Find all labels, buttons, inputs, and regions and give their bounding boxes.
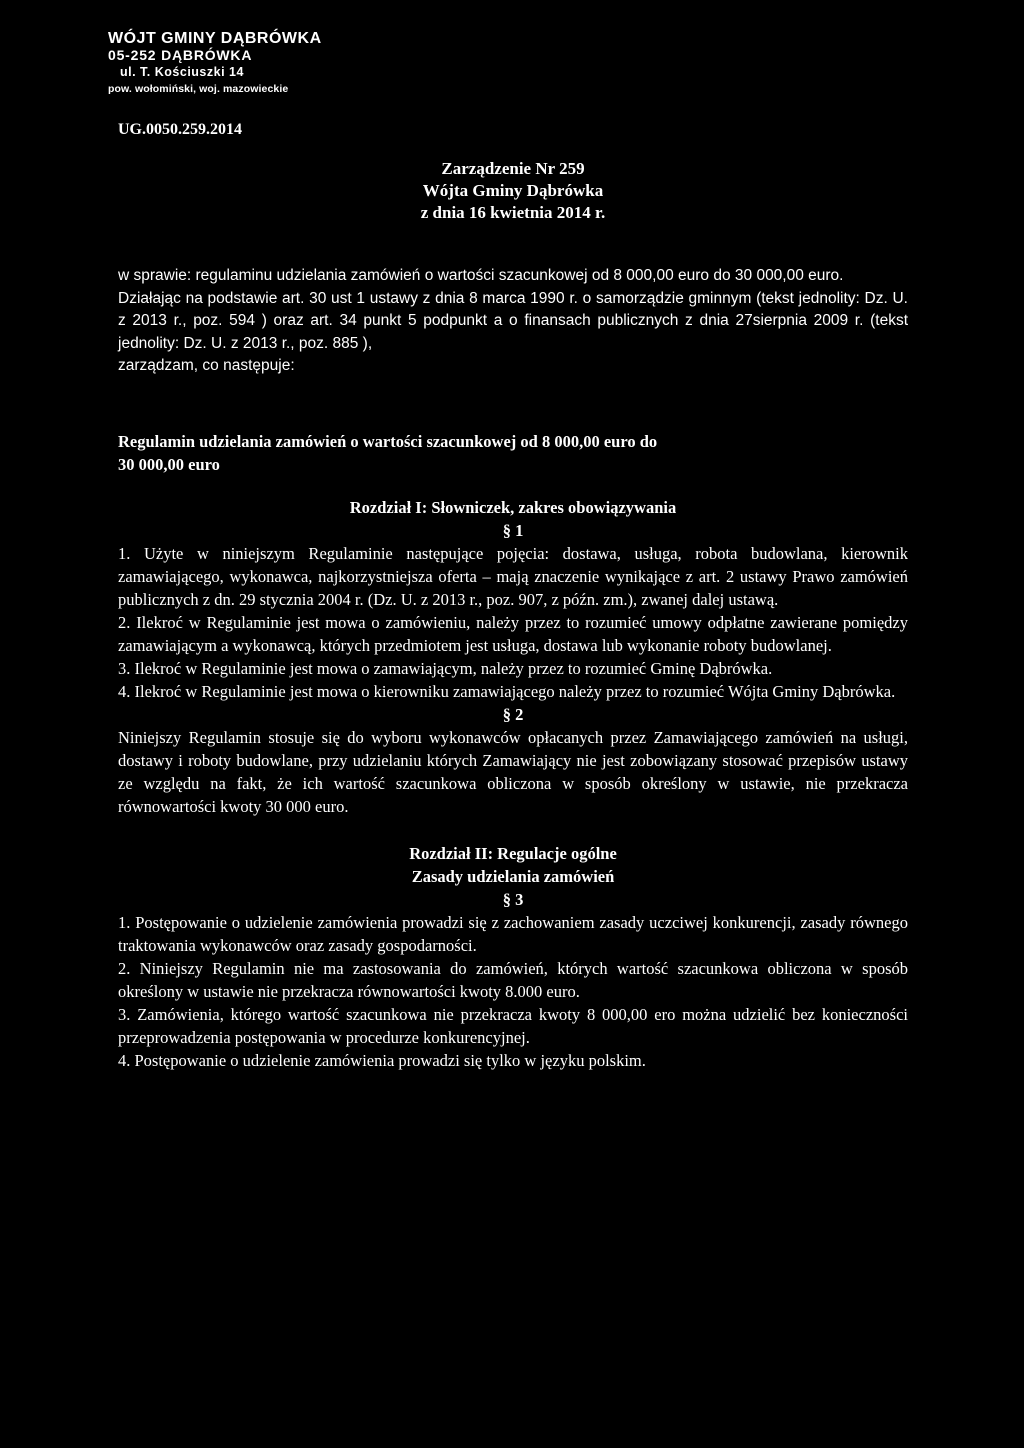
stamp-line-2: 05-252 DĄBRÓWKA	[108, 47, 253, 63]
paragraph-1-item: 3. Ilekroć w Regulaminie jest mowa o zamawiającym, należy przez to rozumieć Gminę Dąbrówka.	[118, 659, 773, 678]
stamp-line-3: ul. T. Kościuszki 14	[120, 65, 244, 79]
intro-block	[118, 265, 908, 378]
regulation-body	[118, 496, 908, 1072]
paragraph-3-heading: § 3	[502, 890, 524, 909]
paragraph-3-item: 1. Postępowanie o udzielenie zamówienia prowadzi się z zachowaniem zasady uczciwej konkurencji, zasady równego traktowania wykonawców oraz zasady gospodarności.	[118, 913, 908, 955]
paragraph-3-item: 3. Zamówienia, którego wartość szacunkowa nie przekracza kwoty 8 000,00 ero można udzielić bez konieczności przeprowadzenia postępowania w procedurze konkurencyjnej.	[118, 1005, 908, 1047]
header-line-1: Zarządzenie Nr 259	[441, 159, 585, 178]
regulation-title-line-2: 30 000,00 euro	[118, 455, 220, 474]
paragraph-2-heading: § 2	[502, 705, 524, 724]
paragraph-1-item: 2. Ilekroć w Regulaminie jest mowa o zamówieniu, należy przez to rozumieć umowy odpłatne zawierane pomiędzy zamawiającym a wykonawcą, których przedmiotem jest usługa, dostawa lub wykonanie roboty budowlanej.	[118, 613, 908, 655]
paragraph-1-heading: § 1	[502, 521, 524, 540]
intro-decision: zarządzam, co następuje:	[118, 357, 295, 375]
paragraph-2-text: Niniejszy Regulamin stosuje się do wyboru wykonawców opłacanych przez Zamawiającego zamówień na usługi, dostawy i roboty budowlane, przy udzielaniu których Zamawiający nie jest zobowiązany stosować przepisów ustawy ze względu na fakt, że ich wartość szacunkowa obliczona w sposób określony w ustawie, nie przekracza równowartości kwoty 30 000 euro.	[118, 728, 908, 816]
office-stamp	[108, 30, 322, 98]
intro-legal-basis: Działając na podstawie art. 30 ust 1 ustawy z dnia 8 marca 1990 r. o samorządzie gminnym (tekst jednolity: Dz. U. z 2013 r., poz. 594 ) oraz art. 34 punkt 5 podpunkt a o finansach publicznych z dnia 27sierpnia 2009 r. (tekst jednolity: Dz. U. z 2013 r., poz. 885 ),	[118, 289, 908, 352]
stamp-line-1: WÓJT GMINY DĄBRÓWKA	[108, 30, 322, 47]
paragraph-1-item: 4. Ilekroć w Regulaminie jest mowa o kierowniku zamawiającego należy przez to rozumieć Wójta Gminy Dąbrówka.	[118, 682, 896, 701]
paragraph-3-item: 2. Niniejszy Regulamin nie ma zastosowania do zamówień, których wartość szacunkowa obliczona w sposób określony w ustawie nie przekracza równowartości kwoty 8.000 euro.	[118, 959, 908, 1001]
stamp-line-4: pow. wołomiński, woj. mazowieckie	[108, 83, 289, 95]
header-line-2: Wójta Gminy Dąbrówka	[422, 181, 604, 200]
case-signature: UG.0050.259.2014	[118, 121, 242, 138]
intro-subject: w sprawie: regulaminu udzielania zamówień o wartości szacunkowej od 8 000,00 euro do 30 000,00 euro.	[118, 267, 844, 284]
regulation-title	[118, 430, 908, 476]
regulation-title-line-1: Regulamin udzielania zamówień o wartości szacunkowej od 8 000,00 euro do	[118, 432, 658, 451]
paragraph-3-item: 4. Postępowanie o udzielenie zamówienia prowadzi się tylko w języku polskim.	[118, 1051, 646, 1070]
chapter-2-title: Rozdział II: Regulacje ogólne	[409, 844, 617, 863]
chapter-2-subtitle: Zasady udzielania zamówień	[411, 867, 615, 886]
document-header	[118, 158, 908, 224]
paragraph-1-item: 1. Użyte w niniejszym Regulaminie następujące pojęcia: dostawa, usługa, robota budowlana, kierownik zamawiającego, wykonawca, najkorzystniejsza oferta – mają znaczenie wynikające z art. 2 ustawy Prawo zamówień publicznych z dn. 29 stycznia 2004 r. (Dz. U. z 2013 r., poz. 907, z późn. zm.), zwanej dalej ustawą.	[118, 544, 908, 609]
chapter-1-title: Rozdział I: Słowniczek, zakres obowiązywania	[349, 498, 677, 517]
header-line-3: z dnia 16 kwietnia 2014 r.	[420, 203, 606, 222]
